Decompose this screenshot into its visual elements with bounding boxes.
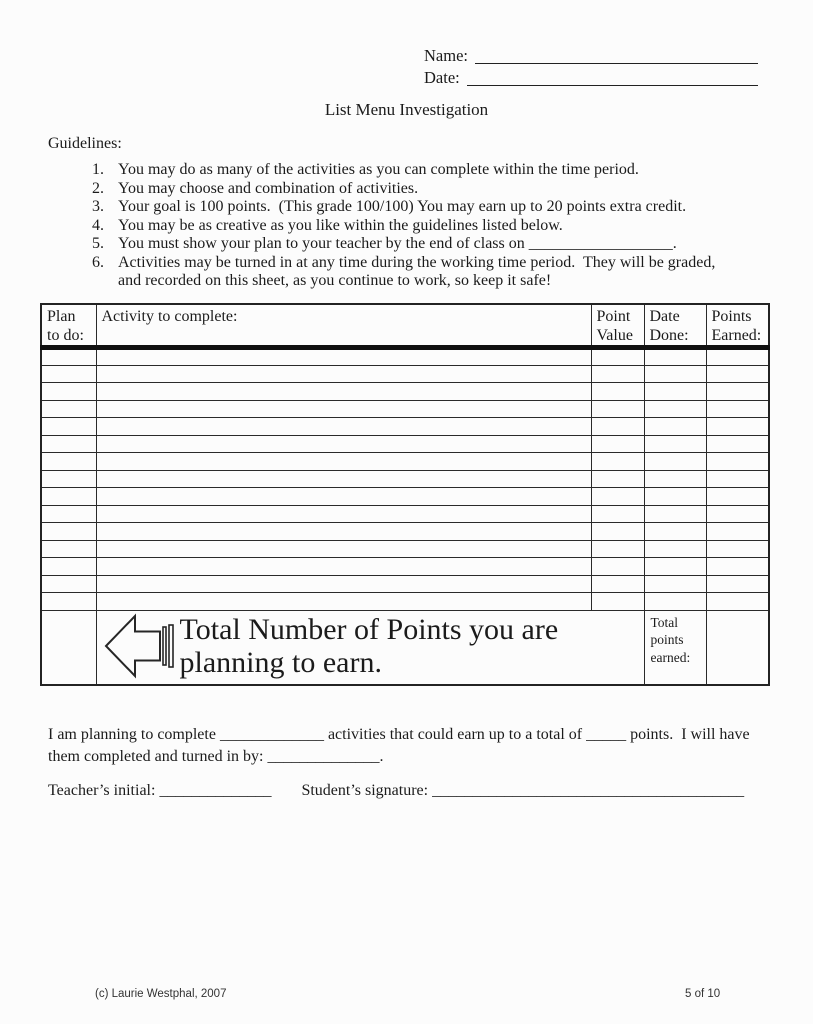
guidelines-section — [48, 134, 754, 291]
table-row — [41, 593, 769, 611]
empty-cell — [706, 593, 769, 611]
column-header-plan-to-do: Plan to do: — [41, 304, 96, 348]
empty-cell — [706, 435, 769, 453]
empty-cell — [706, 400, 769, 418]
empty-cell — [41, 365, 96, 383]
empty-cell — [644, 435, 706, 453]
empty-cell — [41, 593, 96, 611]
table-header-row — [41, 304, 769, 348]
empty-cell — [96, 523, 591, 541]
empty-cell — [706, 418, 769, 436]
empty-cell — [644, 348, 706, 366]
table-row — [41, 418, 769, 436]
empty-cell — [644, 540, 706, 558]
empty-cell — [644, 453, 706, 471]
empty-cell — [591, 418, 644, 436]
guideline-list — [48, 161, 754, 291]
empty-cell — [591, 365, 644, 383]
empty-cell — [41, 540, 96, 558]
name-field — [424, 44, 758, 66]
empty-cell — [96, 365, 591, 383]
table-row — [41, 383, 769, 401]
empty-cell — [591, 575, 644, 593]
plan-total-empty-cell — [41, 610, 96, 685]
empty-cell — [591, 453, 644, 471]
empty-cell — [644, 383, 706, 401]
empty-cell — [644, 470, 706, 488]
empty-cell — [41, 505, 96, 523]
total-callout-text: Total Number of Points you are planning to earn. — [179, 613, 559, 679]
empty-cell — [96, 400, 591, 418]
activity-table — [40, 303, 770, 686]
table-row — [41, 470, 769, 488]
empty-cell — [706, 540, 769, 558]
guideline-number: 6. — [92, 253, 104, 271]
empty-cell — [96, 505, 591, 523]
empty-cell — [644, 365, 706, 383]
guideline-text: Activities may be turned in at any time during the working time period. They will be graded, and recorded on this sheet, as you continue to work, so keep it safe! — [118, 253, 720, 289]
guidelines-heading: Guidelines: — [48, 135, 122, 152]
empty-cell — [706, 383, 769, 401]
empty-cell — [96, 418, 591, 436]
left-block-arrow-icon — [103, 613, 179, 684]
empty-cell — [41, 400, 96, 418]
empty-cell — [706, 505, 769, 523]
name-field-label: Name: — [424, 46, 468, 65]
table-row — [41, 540, 769, 558]
total-row — [41, 610, 769, 685]
column-header-points-earned: Points Earned: — [706, 304, 769, 348]
empty-cell — [591, 470, 644, 488]
empty-cell — [96, 558, 591, 576]
guideline-number: 5. — [92, 235, 104, 252]
student-signature-line: _______________________________________ — [428, 782, 745, 799]
empty-cell — [591, 593, 644, 611]
table-row — [41, 365, 769, 383]
guideline-text: You may do as many of the activities as you can complete within the time period. — [118, 161, 639, 178]
empty-cell — [706, 470, 769, 488]
empty-cell — [706, 523, 769, 541]
empty-cell — [644, 488, 706, 506]
empty-cell — [41, 348, 96, 366]
total-points-earned-value-cell — [706, 610, 769, 685]
empty-cell — [644, 593, 706, 611]
table-row — [41, 348, 769, 366]
empty-cell — [591, 348, 644, 366]
column-header-point-value: Point Value — [591, 304, 644, 348]
table-row — [41, 558, 769, 576]
empty-cell — [96, 383, 591, 401]
guideline-item — [48, 217, 754, 236]
empty-cell — [706, 348, 769, 366]
empty-cell — [644, 575, 706, 593]
empty-cell — [591, 435, 644, 453]
empty-cell — [41, 470, 96, 488]
empty-cell — [644, 558, 706, 576]
table-row — [41, 523, 769, 541]
column-header-date-done: Date Done: — [644, 304, 706, 348]
empty-cell — [96, 488, 591, 506]
empty-cell — [96, 575, 591, 593]
empty-cell — [96, 470, 591, 488]
guideline-item — [48, 198, 754, 217]
table-row — [41, 400, 769, 418]
guideline-text: Your goal is 100 points. (This grade 100/100) You may earn up to 20 points extra credit. — [118, 198, 687, 215]
empty-cell — [591, 558, 644, 576]
date-field-line — [467, 85, 758, 86]
empty-cell — [706, 488, 769, 506]
teacher-initial-line: ______________ — [155, 782, 272, 799]
empty-cell — [41, 435, 96, 453]
footer-page-number: 5 of 10 — [685, 988, 721, 1000]
empty-cell — [41, 383, 96, 401]
table-row — [41, 505, 769, 523]
total-callout-cell — [96, 610, 644, 685]
column-header-activity: Activity to complete: — [96, 304, 591, 348]
table-row — [41, 488, 769, 506]
guideline-text: You must show your plan to your teacher by the end of class on __________________. — [118, 235, 677, 252]
table-row — [41, 453, 769, 471]
empty-cell — [644, 505, 706, 523]
empty-cell — [96, 435, 591, 453]
date-field — [424, 66, 758, 88]
guideline-number: 3. — [92, 198, 104, 215]
empty-cell — [96, 453, 591, 471]
teacher-initial-label: Teacher’s initial: — [48, 782, 156, 799]
empty-cell — [644, 400, 706, 418]
empty-cell — [41, 558, 96, 576]
empty-cell — [96, 348, 591, 366]
name-field-line — [475, 63, 758, 64]
empty-cell — [96, 540, 591, 558]
guideline-text: You may choose and combination of activities. — [118, 179, 419, 197]
empty-cell — [644, 418, 706, 436]
empty-cell — [41, 523, 96, 541]
guideline-item — [48, 180, 754, 199]
empty-cell — [41, 488, 96, 506]
empty-cell — [41, 575, 96, 593]
guideline-item — [48, 161, 754, 180]
empty-cell — [591, 523, 644, 541]
empty-cell — [591, 383, 644, 401]
empty-cell — [706, 453, 769, 471]
page-title: List Menu Investigation — [324, 100, 489, 119]
guideline-text: You may be as creative as you like within the guidelines listed below. — [118, 216, 563, 234]
table-row — [41, 435, 769, 453]
empty-cell — [41, 453, 96, 471]
guideline-number: 2. — [92, 179, 104, 197]
signature-row — [48, 782, 760, 800]
guideline-item — [48, 254, 754, 291]
empty-cell — [706, 365, 769, 383]
footer-copyright: (c) Laurie Westphal, 2007 — [95, 988, 227, 1000]
empty-cell — [96, 593, 591, 611]
guideline-item — [48, 235, 754, 254]
table-body — [41, 348, 769, 611]
table-row — [41, 575, 769, 593]
name-date-block — [424, 44, 758, 88]
empty-cell — [591, 488, 644, 506]
empty-cell — [41, 418, 96, 436]
empty-cell — [644, 523, 706, 541]
empty-cell — [706, 558, 769, 576]
guideline-number: 1. — [92, 161, 104, 178]
summary-paragraph: I am planning to complete _____________ activities that could earn up to a total of _____ points. I will have them completed and turned in by: ______________. — [48, 726, 754, 765]
date-field-label: Date: — [424, 68, 460, 87]
empty-cell — [591, 540, 644, 558]
empty-cell — [591, 400, 644, 418]
student-signature-label: Student’s signature: — [301, 782, 429, 799]
guideline-number: 4. — [92, 216, 104, 234]
empty-cell — [706, 575, 769, 593]
total-points-earned-label: Total points earned: — [644, 610, 706, 685]
empty-cell — [591, 505, 644, 523]
